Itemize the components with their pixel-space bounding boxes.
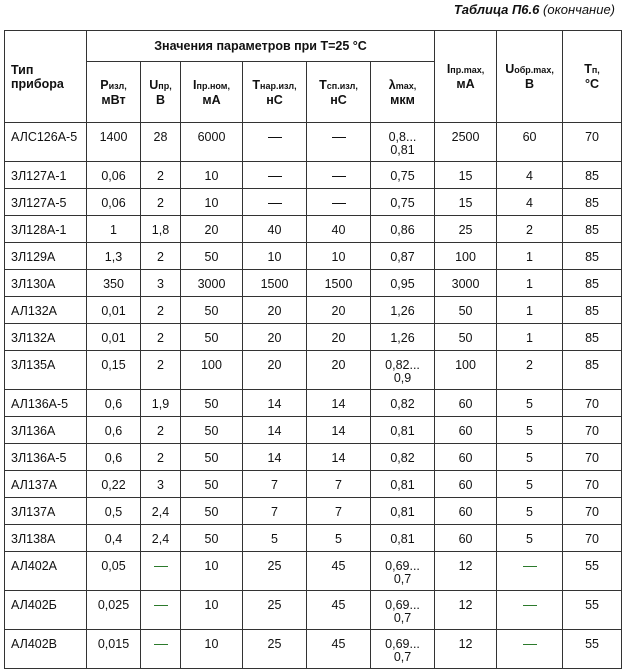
value-cell: 0,8... 0,81 <box>371 123 435 162</box>
value-cell: 100 <box>435 243 497 270</box>
header-symbol: P <box>100 77 109 92</box>
header-subscript: изл, <box>108 80 127 91</box>
value-cell <box>141 591 181 630</box>
value-cell: 7 <box>307 471 371 498</box>
parameters-table <box>4 30 622 669</box>
value-cell <box>307 189 371 216</box>
value-cell: 14 <box>243 417 307 444</box>
dash-mark <box>154 566 168 567</box>
value-cell: 45 <box>307 552 371 591</box>
value-cell: 4 <box>497 189 563 216</box>
dash-mark <box>332 203 346 204</box>
value-cell: 50 <box>181 243 243 270</box>
value-cell: 1 <box>497 324 563 351</box>
value-cell: 1,9 <box>141 390 181 417</box>
dash-mark <box>154 644 168 645</box>
value-cell <box>497 630 563 669</box>
value-cell: 70 <box>563 417 622 444</box>
value-cell: 55 <box>563 630 622 669</box>
value-cell: 0,81 <box>371 498 435 525</box>
value-cell: 14 <box>307 417 371 444</box>
value-cell: 70 <box>563 525 622 552</box>
table-row <box>5 351 622 390</box>
value-cell: 15 <box>435 162 497 189</box>
value-cell: 0,75 <box>371 189 435 216</box>
device-type-cell: АЛ137А <box>5 471 87 498</box>
value-cell: 1,3 <box>87 243 141 270</box>
value-cell: 10 <box>181 189 243 216</box>
value-cell: 3 <box>141 471 181 498</box>
value-cell: 14 <box>307 444 371 471</box>
value-cell: 0,01 <box>87 297 141 324</box>
table-row <box>5 552 622 591</box>
value-cell: 85 <box>563 324 622 351</box>
value-cell: 2 <box>141 444 181 471</box>
value-cell: 10 <box>181 630 243 669</box>
value-cell: 7 <box>243 498 307 525</box>
value-cell: 50 <box>181 390 243 417</box>
value-cell: 2 <box>141 189 181 216</box>
table-note: (окончание) <box>543 2 615 17</box>
value-cell: 7 <box>307 498 371 525</box>
value-cell <box>243 162 307 189</box>
value-cell: 1 <box>87 216 141 243</box>
header-subscript: сп.изл, <box>326 80 358 91</box>
value-cell: 5 <box>497 471 563 498</box>
value-cell: 1,8 <box>141 216 181 243</box>
header-subscript: нар.изл, <box>260 80 297 91</box>
device-type-cell: 3Л136А <box>5 417 87 444</box>
value-cell: 70 <box>563 444 622 471</box>
value-cell <box>307 162 371 189</box>
value-cell: 5 <box>497 444 563 471</box>
value-cell: 5 <box>497 390 563 417</box>
value-cell: 0,15 <box>87 351 141 390</box>
value-cell: 85 <box>563 351 622 390</box>
device-type-cell: 3Л136А-5 <box>5 444 87 471</box>
header-symbol: U <box>149 77 159 92</box>
value-cell: 0,81 <box>371 471 435 498</box>
value-cell: 45 <box>307 591 371 630</box>
value-cell: 350 <box>87 270 141 297</box>
value-cell: 45 <box>307 630 371 669</box>
value-cell: 28 <box>141 123 181 162</box>
column-header <box>141 62 181 123</box>
dash-mark <box>268 203 282 204</box>
value-cell: 2,4 <box>141 498 181 525</box>
device-type-cell: 3Л129А <box>5 243 87 270</box>
value-cell: 0,22 <box>87 471 141 498</box>
value-cell: 5 <box>307 525 371 552</box>
column-header <box>307 62 371 123</box>
header-unit: нС <box>330 92 347 107</box>
value-cell: 60 <box>435 525 497 552</box>
value-cell: 14 <box>243 444 307 471</box>
table-title: Таблица П6.6 <box>453 2 540 17</box>
dash-mark <box>332 137 346 138</box>
value-cell: 25 <box>243 630 307 669</box>
value-cell: 0,6 <box>87 390 141 417</box>
value-cell: 10 <box>181 591 243 630</box>
column-header-type: Тип прибора <box>5 31 87 123</box>
value-cell: 10 <box>181 552 243 591</box>
value-cell <box>497 591 563 630</box>
value-cell: 2,4 <box>141 525 181 552</box>
value-cell: 0,4 <box>87 525 141 552</box>
value-cell: 20 <box>243 297 307 324</box>
value-cell: 1500 <box>307 270 371 297</box>
dash-mark <box>332 176 346 177</box>
table-row <box>5 324 622 351</box>
value-cell <box>141 630 181 669</box>
value-cell: 85 <box>563 189 622 216</box>
dash-mark <box>268 176 282 177</box>
value-cell: 3000 <box>181 270 243 297</box>
device-type-cell: 3Л130А <box>5 270 87 297</box>
table-row <box>5 390 622 417</box>
value-cell: 10 <box>181 162 243 189</box>
value-cell: 5 <box>497 417 563 444</box>
value-cell <box>243 123 307 162</box>
table-row <box>5 189 622 216</box>
value-cell: 2 <box>497 216 563 243</box>
value-cell: 0,81 <box>371 525 435 552</box>
column-header <box>371 62 435 123</box>
table-row <box>5 591 622 630</box>
value-cell: 12 <box>435 630 497 669</box>
table-row <box>5 216 622 243</box>
device-type-cell: АЛ402Б <box>5 591 87 630</box>
dash-mark <box>268 137 282 138</box>
device-type-cell: АЛ402А <box>5 552 87 591</box>
value-cell: 50 <box>181 324 243 351</box>
header-symbol: λ <box>388 77 396 92</box>
value-cell: 85 <box>563 297 622 324</box>
table-row <box>5 498 622 525</box>
value-cell: 10 <box>307 243 371 270</box>
value-cell: 0,82 <box>371 390 435 417</box>
header-symbol: T <box>319 77 327 92</box>
column-header <box>497 31 563 123</box>
value-cell: 20 <box>307 297 371 324</box>
device-type-cell: АЛ402В <box>5 630 87 669</box>
value-cell: 6000 <box>181 123 243 162</box>
column-header <box>87 62 141 123</box>
table-row <box>5 270 622 297</box>
value-cell: 0,06 <box>87 162 141 189</box>
value-cell: 14 <box>307 390 371 417</box>
header-symbol: I <box>446 62 451 76</box>
dash-mark <box>154 605 168 606</box>
value-cell: 0,69... 0,7 <box>371 552 435 591</box>
table-body <box>5 123 622 669</box>
value-cell: 85 <box>563 243 622 270</box>
header-unit: нС <box>266 92 283 107</box>
value-cell: 2 <box>141 162 181 189</box>
value-cell: 50 <box>181 525 243 552</box>
value-cell: 5 <box>497 525 563 552</box>
value-cell: 70 <box>563 390 622 417</box>
column-header <box>563 31 622 123</box>
header-symbol: T <box>584 62 592 76</box>
column-header <box>435 31 497 123</box>
value-cell: 50 <box>435 297 497 324</box>
value-cell: 50 <box>181 297 243 324</box>
value-cell: 0,95 <box>371 270 435 297</box>
device-type-cell: АЛ136А-5 <box>5 390 87 417</box>
value-cell: 0,6 <box>87 444 141 471</box>
value-cell: 0,69... 0,7 <box>371 591 435 630</box>
value-cell: 12 <box>435 552 497 591</box>
value-cell: 25 <box>243 591 307 630</box>
value-cell: 1 <box>497 297 563 324</box>
table-row <box>5 297 622 324</box>
header-subscript: max, <box>395 80 417 91</box>
header-unit: В <box>525 77 535 91</box>
table-row <box>5 243 622 270</box>
value-cell: 1400 <box>87 123 141 162</box>
value-cell: 0,05 <box>87 552 141 591</box>
value-cell: 70 <box>563 471 622 498</box>
value-cell: 60 <box>435 471 497 498</box>
device-type-cell: 3Л132А <box>5 324 87 351</box>
value-cell: 4 <box>497 162 563 189</box>
value-cell: 1 <box>497 243 563 270</box>
device-type-cell: АЛ132А <box>5 297 87 324</box>
value-cell: 100 <box>435 351 497 390</box>
value-cell: 40 <box>243 216 307 243</box>
device-type-cell: 3Л138А <box>5 525 87 552</box>
column-header <box>181 62 243 123</box>
value-cell: 0,69... 0,7 <box>371 630 435 669</box>
value-cell: 100 <box>181 351 243 390</box>
header-unit: мкм <box>390 92 415 107</box>
header-subscript: пр.max, <box>450 65 485 75</box>
table-row <box>5 630 622 669</box>
header-symbol: U <box>505 62 515 76</box>
table-row <box>5 444 622 471</box>
value-cell: 2 <box>141 297 181 324</box>
value-cell: 20 <box>307 324 371 351</box>
value-cell: 14 <box>243 390 307 417</box>
header-subscript: пр.ном, <box>196 80 230 91</box>
device-type-cell: 3Л137А <box>5 498 87 525</box>
header-subscript: пр, <box>158 80 172 91</box>
value-cell: 20 <box>243 324 307 351</box>
value-cell: 85 <box>563 270 622 297</box>
value-cell: 1,26 <box>371 324 435 351</box>
value-cell: 2 <box>141 417 181 444</box>
header-symbol: I <box>193 77 197 92</box>
value-cell: 1500 <box>243 270 307 297</box>
value-cell: 2 <box>141 351 181 390</box>
value-cell: 50 <box>181 471 243 498</box>
value-cell: 0,025 <box>87 591 141 630</box>
value-cell: 2 <box>141 243 181 270</box>
value-cell: 60 <box>435 390 497 417</box>
header-unit: В <box>155 92 166 107</box>
value-cell: 7 <box>243 471 307 498</box>
dash-mark <box>523 644 537 645</box>
value-cell: 5 <box>497 498 563 525</box>
value-cell: 0,01 <box>87 324 141 351</box>
value-cell: 15 <box>435 189 497 216</box>
value-cell: 20 <box>181 216 243 243</box>
header-unit: °С <box>585 77 600 91</box>
value-cell: 60 <box>497 123 563 162</box>
column-header <box>243 62 307 123</box>
value-cell: 55 <box>563 591 622 630</box>
device-type-cell: 3Л127А-1 <box>5 162 87 189</box>
value-cell: 25 <box>435 216 497 243</box>
device-type-cell: 3Л128А-1 <box>5 216 87 243</box>
table-caption <box>454 2 615 17</box>
value-cell: 25 <box>243 552 307 591</box>
value-cell <box>497 552 563 591</box>
value-cell: 20 <box>307 351 371 390</box>
dash-mark <box>523 566 537 567</box>
value-cell: 1,26 <box>371 297 435 324</box>
value-cell: 60 <box>435 498 497 525</box>
value-cell: 60 <box>435 444 497 471</box>
table-row <box>5 525 622 552</box>
value-cell: 2 <box>141 324 181 351</box>
group-header: Значения параметров при T=25 °C <box>87 31 435 62</box>
value-cell <box>141 552 181 591</box>
header-subscript: обр.max, <box>514 65 554 75</box>
value-cell: 85 <box>563 216 622 243</box>
value-cell: 10 <box>243 243 307 270</box>
value-cell: 2 <box>497 351 563 390</box>
table-row <box>5 471 622 498</box>
value-cell: 0,81 <box>371 417 435 444</box>
value-cell: 0,82 <box>371 444 435 471</box>
header-unit: мА <box>202 92 221 107</box>
value-cell: 3 <box>141 270 181 297</box>
value-cell: 0,75 <box>371 162 435 189</box>
header-unit: мВт <box>101 92 126 107</box>
value-cell: 2500 <box>435 123 497 162</box>
value-cell: 0,82... 0,9 <box>371 351 435 390</box>
value-cell: 0,015 <box>87 630 141 669</box>
value-cell: 50 <box>181 498 243 525</box>
value-cell: 0,6 <box>87 417 141 444</box>
value-cell: 70 <box>563 498 622 525</box>
table-row <box>5 162 622 189</box>
value-cell: 50 <box>181 444 243 471</box>
value-cell: 0,5 <box>87 498 141 525</box>
value-cell: 50 <box>181 417 243 444</box>
value-cell: 12 <box>435 591 497 630</box>
device-type-cell: АЛС126А-5 <box>5 123 87 162</box>
value-cell: 1 <box>497 270 563 297</box>
value-cell: 50 <box>435 324 497 351</box>
table-row <box>5 417 622 444</box>
value-cell: 0,06 <box>87 189 141 216</box>
value-cell: 0,86 <box>371 216 435 243</box>
dash-mark <box>523 605 537 606</box>
value-cell: 3000 <box>435 270 497 297</box>
value-cell: 40 <box>307 216 371 243</box>
value-cell: 20 <box>243 351 307 390</box>
value-cell <box>307 123 371 162</box>
table-row <box>5 123 622 162</box>
value-cell <box>243 189 307 216</box>
device-type-cell: 3Л135А <box>5 351 87 390</box>
value-cell: 60 <box>435 417 497 444</box>
device-type-cell: 3Л127А-5 <box>5 189 87 216</box>
value-cell: 70 <box>563 123 622 162</box>
value-cell: 55 <box>563 552 622 591</box>
value-cell: 5 <box>243 525 307 552</box>
value-cell: 85 <box>563 162 622 189</box>
value-cell: 0,87 <box>371 243 435 270</box>
header-subscript: п, <box>591 65 600 75</box>
header-symbol: T <box>252 77 261 92</box>
header-unit: мА <box>456 77 475 91</box>
